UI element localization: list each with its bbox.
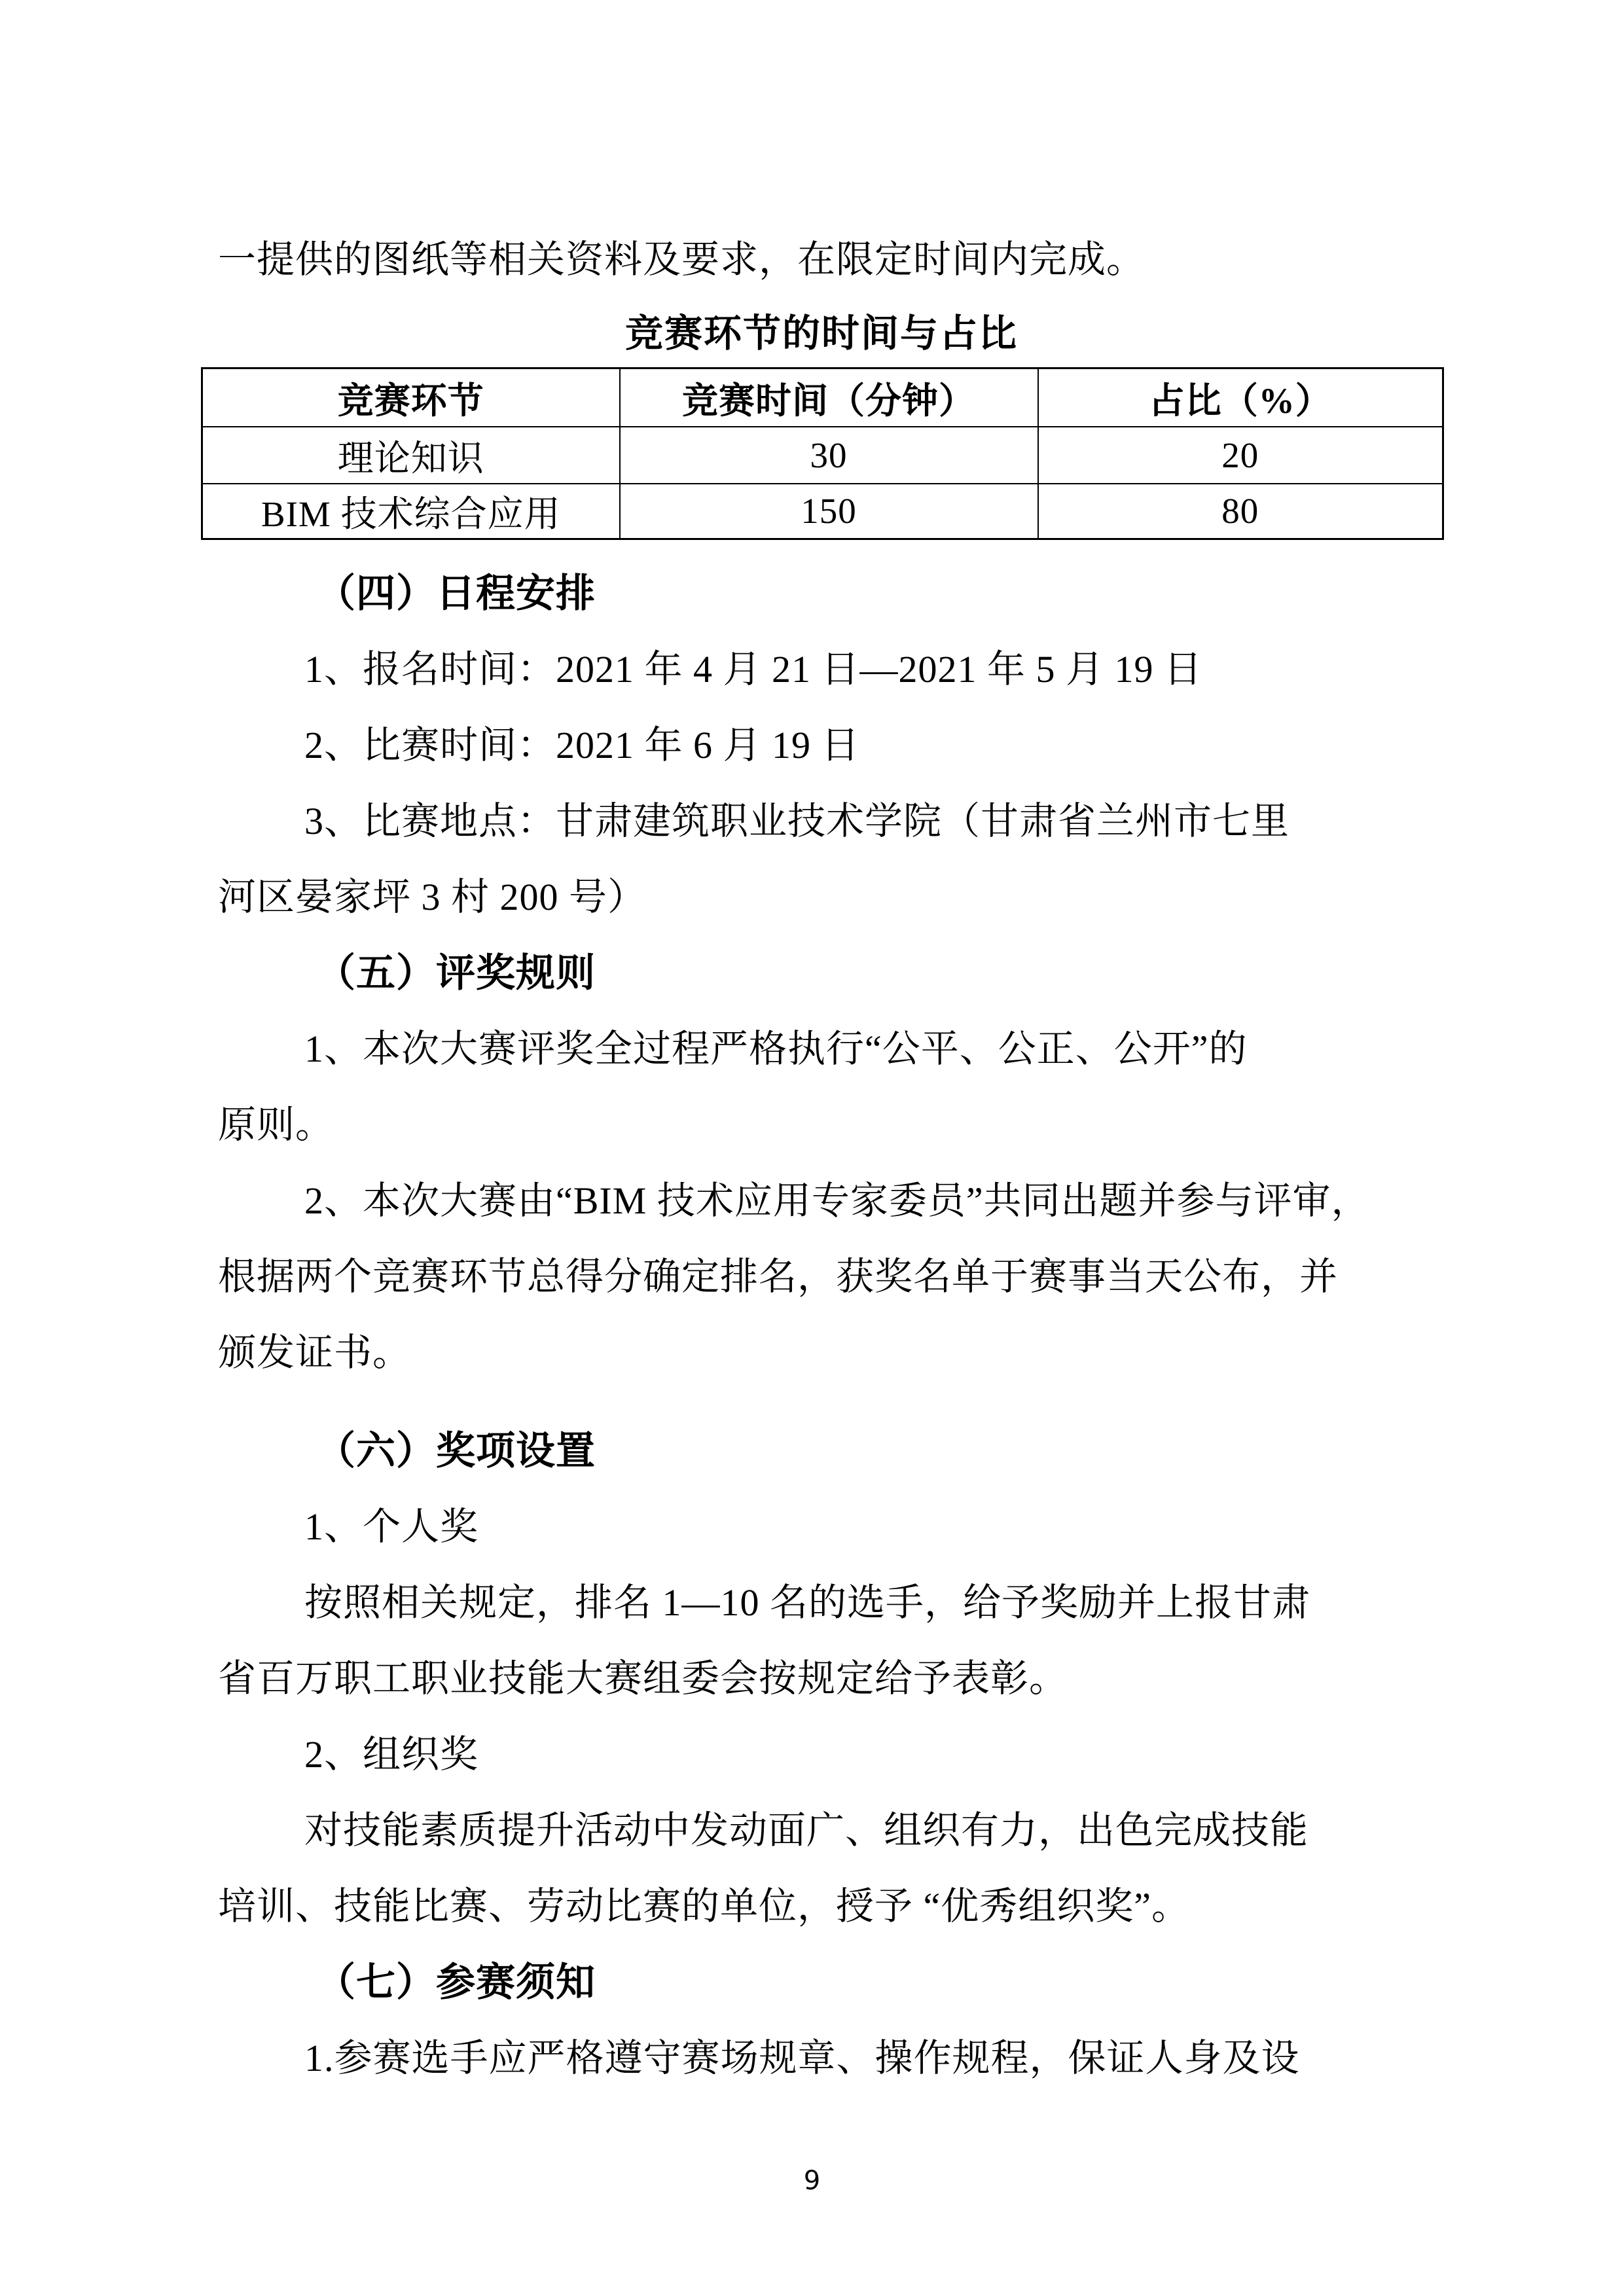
table-header-row [202,368,1443,427]
text-line: 河区晏家坪 3 村 200 号） [218,876,647,918]
page-number: 9 [803,2166,821,2196]
table-cell: 30 [620,427,1038,484]
text-line: 颁发证书。 [218,1331,412,1374]
table-header-cell: 占比（%） [1038,368,1443,427]
text-line: 1、个人奖 [304,1505,479,1548]
section-heading: （五）评奖规则 [316,952,596,995]
text-line: 原则。 [218,1103,334,1146]
table-title: 竞赛环节的时间与占比 [624,312,1018,355]
intro-paragraph-line: 一提供的图纸等相关资料及要求，在限定时间内完成。 [218,238,1146,281]
table-cell: 理论知识 [202,427,620,484]
text-line: 2、比赛时间：2021 年 6 月 19 日 [304,724,860,766]
text-line: 2、本次大赛由“BIM 技术应用专家委员”共同出题并参与评审， [304,1179,1370,1222]
section-heading: （七）参赛须知 [316,1961,596,2004]
section-heading: （六）奖项设置 [316,1429,596,1473]
schedule-table [201,367,1444,540]
table-cell: 20 [1038,427,1443,484]
text-line: 根据两个竞赛环节总得分确定排名，获奖名单于赛事当天公布，并 [218,1255,1339,1298]
table-header-cell: 竞赛环节 [202,368,620,427]
text-line: 3、比赛地点：甘肃建筑职业技术学院（甘肃省兰州市七里 [304,800,1290,842]
table-cell: BIM 技术综合应用 [202,484,620,539]
text-line: 1、本次大赛评奖全过程严格执行“公平、公正、公开”的 [304,1028,1248,1070]
text-line: 1.参赛选手应严格遵守赛场规章、操作规程，保证人身及设 [304,2037,1300,2079]
text-line: 按照相关规定，排名 1—10 名的选手，给予奖励并上报甘肃 [304,1581,1311,1624]
table-cell: 80 [1038,484,1443,539]
table-header-cell: 竞赛时间（分钟） [620,368,1038,427]
text-line: 2、组织奖 [304,1733,479,1776]
text-line: 1、报名时间：2021 年 4 月 21 日—2021 年 5 月 19 日 [304,648,1203,691]
text-line: 对技能素质提升活动中发动面广、组织有力，出色完成技能 [304,1809,1309,1852]
table-row [202,484,1443,539]
text-line: 培训、技能比赛、劳动比赛的单位，授予 “优秀组织奖”。 [218,1885,1190,1928]
table-row [202,427,1443,484]
text-line: 省百万职工职业技能大赛组委会按规定给予表彰。 [218,1657,1068,1700]
section-heading: （四）日程安排 [316,572,596,615]
table-cell: 150 [620,484,1038,539]
